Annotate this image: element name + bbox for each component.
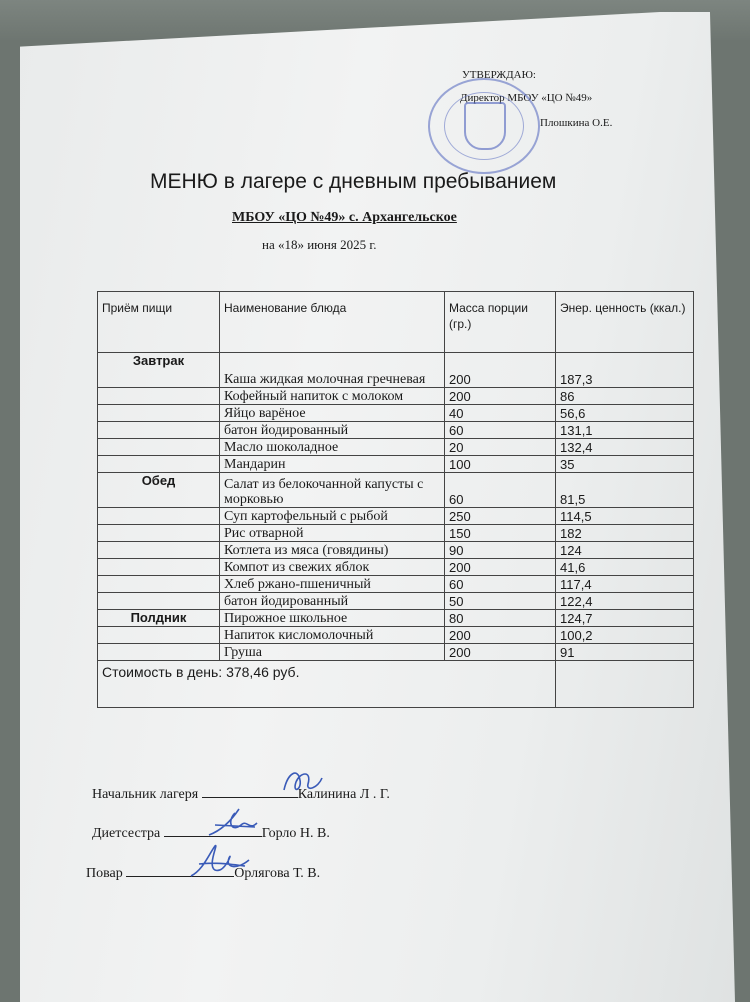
table-row	[98, 576, 694, 593]
energy-cell: 122,4	[556, 593, 694, 610]
table-row	[98, 508, 694, 525]
meal-cell: Обед	[98, 473, 220, 508]
meal-cell: Завтрак	[98, 353, 220, 388]
mass-cell: 200	[445, 644, 556, 661]
signature-role: Повар	[86, 866, 123, 881]
dish-cell: батон йодированный	[220, 593, 445, 610]
mass-cell: 150	[445, 525, 556, 542]
energy-cell: 114,5	[556, 508, 694, 525]
dish-cell: Хлеб ржано-пшеничный	[220, 576, 445, 593]
signature-role: Начальник лагеря	[92, 787, 199, 802]
mass-cell: 250	[445, 508, 556, 525]
meal-cell	[98, 388, 220, 405]
meal-cell	[98, 644, 220, 661]
energy-cell: 124,7	[556, 610, 694, 627]
table-header-row	[98, 292, 694, 353]
table-row	[98, 439, 694, 456]
energy-cell: 182	[556, 525, 694, 542]
energy-cell: 124	[556, 542, 694, 559]
dish-cell: Масло шоколадное	[220, 439, 445, 456]
mass-cell: 90	[445, 542, 556, 559]
meal-cell	[98, 456, 220, 473]
table-row	[98, 353, 694, 388]
table-row	[98, 525, 694, 542]
table-row	[98, 593, 694, 610]
page-subtitle: МБОУ «ЦО №49» с. Архангельское	[232, 210, 457, 225]
dish-cell: Кофейный напиток с молоком	[220, 388, 445, 405]
energy-cell: 81,5	[556, 473, 694, 508]
table-row	[98, 388, 694, 405]
approval-name: Плошкина О.Е.	[540, 117, 613, 129]
energy-cell: 100,2	[556, 627, 694, 644]
dish-cell: Рис отварной	[220, 525, 445, 542]
dish-cell: Мандарин	[220, 456, 445, 473]
approval-director: Директор МБОУ «ЦО №49»	[460, 92, 593, 104]
handwritten-signature-icon	[205, 805, 265, 841]
menu-table	[97, 291, 694, 708]
mass-cell: 200	[445, 627, 556, 644]
dish-cell: Компот из свежих яблок	[220, 559, 445, 576]
signature-line-head	[92, 783, 390, 803]
energy-cell: 132,4	[556, 439, 694, 456]
dish-cell: Яйцо варёное	[220, 405, 445, 422]
meal-cell	[98, 593, 220, 610]
table-row	[98, 542, 694, 559]
meal-cell	[98, 525, 220, 542]
energy-cell: 56,6	[556, 405, 694, 422]
column-header: Масса порции (гр.)	[445, 292, 556, 353]
dish-cell: Салат из белокочанной капусты с морковью	[220, 473, 445, 508]
meal-cell	[98, 559, 220, 576]
mass-cell: 200	[445, 353, 556, 388]
column-header: Энер. ценность (ккал.)	[556, 292, 694, 353]
mass-cell: 20	[445, 439, 556, 456]
daily-cost: Стоимость в день: 378,46 руб.	[98, 661, 556, 708]
table-row	[98, 610, 694, 627]
energy-cell: 91	[556, 644, 694, 661]
energy-cell: 187,3	[556, 353, 694, 388]
mass-cell: 60	[445, 422, 556, 439]
dish-cell: Котлета из мяса (говядины)	[220, 542, 445, 559]
meal-cell	[98, 422, 220, 439]
round-seal-icon	[428, 78, 540, 174]
meal-cell	[98, 405, 220, 422]
meal-cell	[98, 542, 220, 559]
meal-cell	[98, 576, 220, 593]
table-row	[98, 473, 694, 508]
table-row	[98, 422, 694, 439]
mass-cell: 80	[445, 610, 556, 627]
meal-cell	[98, 508, 220, 525]
cost-row	[98, 661, 694, 708]
signature-name: Орлягова Т. В.	[234, 866, 321, 881]
table-row	[98, 559, 694, 576]
table-row	[98, 456, 694, 473]
mass-cell: 200	[445, 559, 556, 576]
signature-name: Калинина Л . Г.	[297, 787, 390, 802]
column-header: Наименование блюда	[220, 292, 445, 353]
table-row	[98, 644, 694, 661]
dish-cell: Каша жидкая молочная гречневая	[220, 353, 445, 388]
table-row	[98, 627, 694, 644]
menu-date: на «18» июня 2025 г.	[262, 237, 377, 252]
mass-cell: 60	[445, 473, 556, 508]
empty-cell	[556, 661, 694, 708]
table-row	[98, 405, 694, 422]
dish-cell: батон йодированный	[220, 422, 445, 439]
energy-cell: 86	[556, 388, 694, 405]
column-header: Приём пищи	[98, 292, 220, 353]
mass-cell: 100	[445, 456, 556, 473]
meal-cell	[98, 439, 220, 456]
dish-cell: Напиток кисломолочный	[220, 627, 445, 644]
page-title: МЕНЮ в лагере с дневным пребыванием	[150, 170, 557, 193]
energy-cell: 41,6	[556, 559, 694, 576]
dish-cell: Пирожное школьное	[220, 610, 445, 627]
approval-label: УТВЕРЖДАЮ:	[462, 69, 536, 81]
mass-cell: 200	[445, 388, 556, 405]
meal-cell: Полдник	[98, 610, 220, 627]
table-body	[98, 353, 694, 661]
dish-cell: Суп картофельный с рыбой	[220, 508, 445, 525]
mass-cell: 50	[445, 593, 556, 610]
meal-cell	[98, 627, 220, 644]
mass-cell: 60	[445, 576, 556, 593]
signature-name: Горло Н. В.	[261, 826, 330, 841]
energy-cell: 35	[556, 456, 694, 473]
handwritten-signature-icon	[278, 764, 328, 800]
mass-cell: 40	[445, 405, 556, 422]
handwritten-signature-icon	[185, 840, 255, 884]
signature-role: Диетсестра	[92, 826, 161, 841]
energy-cell: 117,4	[556, 576, 694, 593]
energy-cell: 131,1	[556, 422, 694, 439]
dish-cell: Груша	[220, 644, 445, 661]
